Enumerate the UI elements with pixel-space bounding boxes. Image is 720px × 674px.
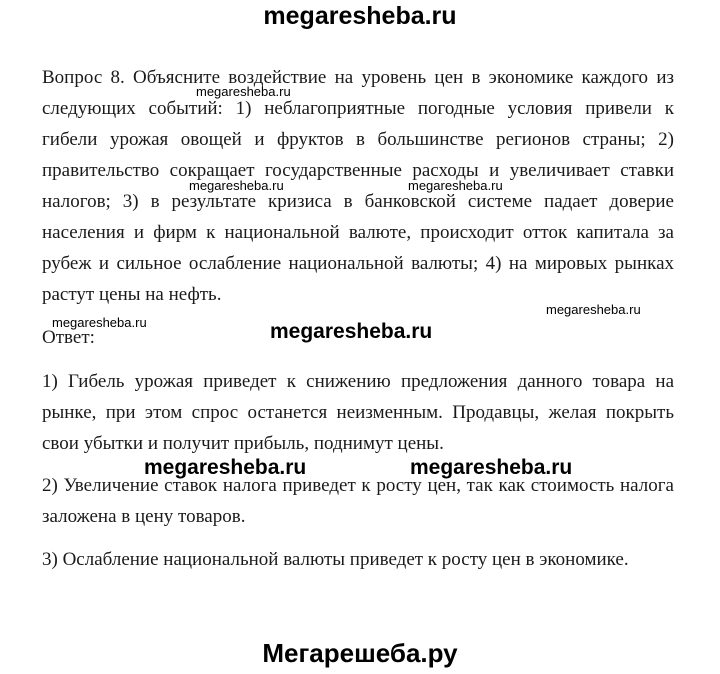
answer-item-1: 1) Гибель урожая приведет к снижению предложения данного товара на рынке, при этом спрос останется неизменным. Продавцы, желая покрыть свои убытки и получит прибыль, поднимут цены.	[42, 371, 674, 454]
watermark-small: megaresheba.ru	[189, 178, 284, 193]
watermark-small: megaresheba.ru	[408, 178, 503, 193]
answer-item-2: 2) Увеличение ставок налога приведет к росту цен, так как стоимость налога заложена в цену товаров.	[42, 475, 674, 527]
watermark-big: megaresheba.ru	[144, 456, 307, 479]
site-footer: Мегарешеба.ру	[262, 638, 458, 668]
answer-item-3: 3) Ослабление национальной валюты приведет к росту цен в экономике.	[42, 549, 629, 570]
site-header: megaresheba.ru	[263, 2, 457, 30]
answer-label: Ответ:	[42, 327, 95, 348]
watermark-small: megaresheba.ru	[546, 302, 641, 317]
watermark-small: megaresheba.ru	[196, 84, 291, 99]
watermark-big: megaresheba.ru	[410, 456, 573, 479]
watermark-big: megaresheba.ru	[270, 320, 433, 343]
watermark-small: megaresheba.ru	[52, 315, 147, 330]
question-text: Вопрос 8. Объясните воздействие на уровень цен в экономике каждого из следующих событий: 1) неблагоприятные погодные условия привели к гибели урожая овощей и фруктов в большинстве регионов страны; 2) правительство сокращает государственные расходы и увеличивает ставки налогов; 3) в результате кризиса в банковской системе падает доверие населения и фирм к национальной валюте, происходит отток капитала за рубеж и сильное ослабление национальной валюты; 4) на мировых рынках растут цены на нефть.	[42, 67, 674, 305]
